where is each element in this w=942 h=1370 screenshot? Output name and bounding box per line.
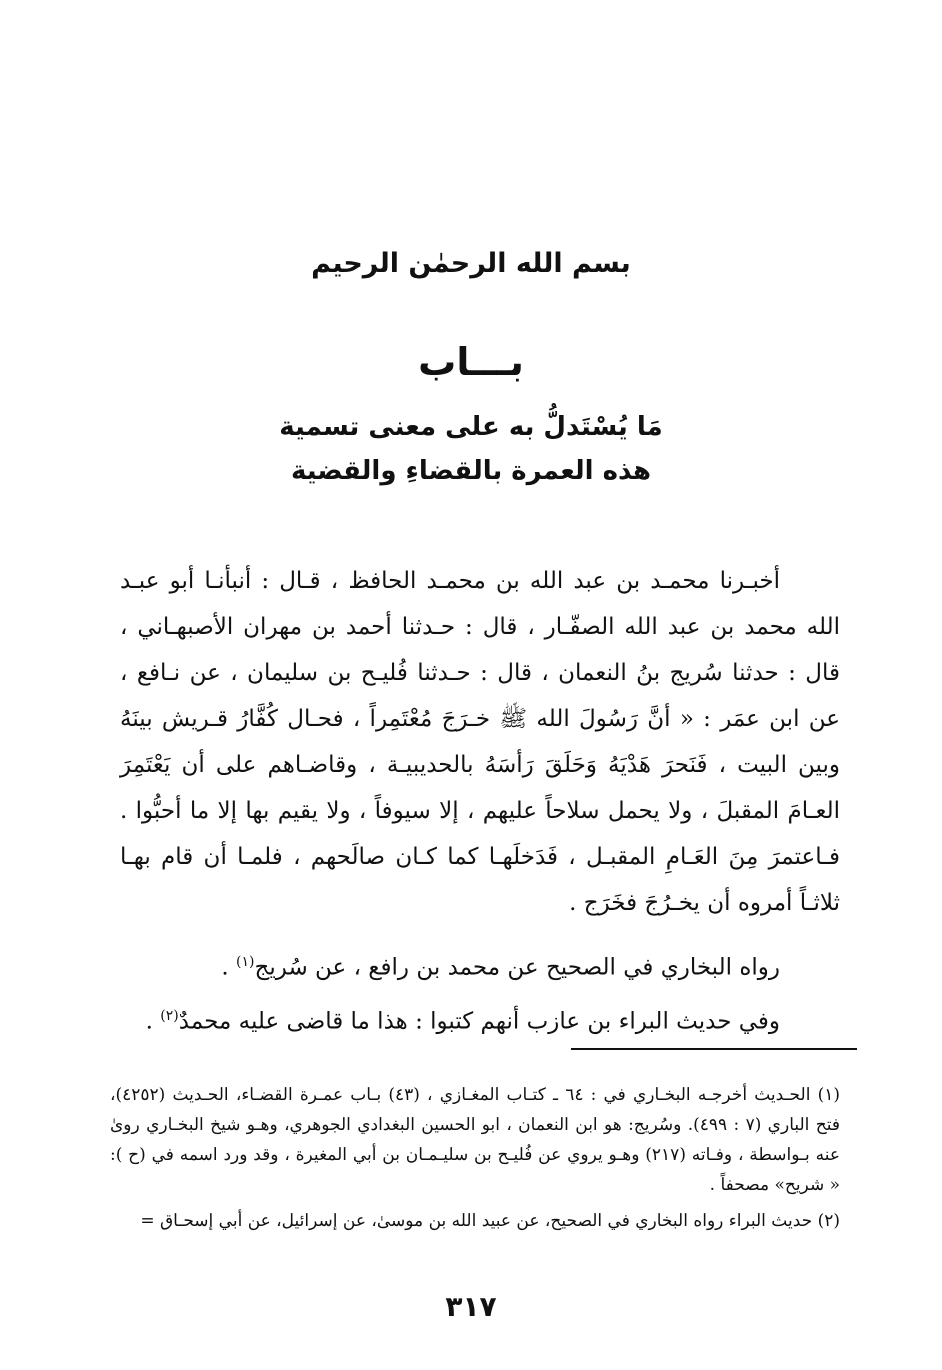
footnote-ref-1[interactable]: (١) [236, 954, 255, 970]
narration-line-1-text: رواه البخاري في الصحيح عن محمد بن رافع ، عن سُريج [254, 954, 780, 981]
narration-line-2 [120, 992, 840, 1046]
narration-line-2-text: وفي حديث البراء بن عازب أنهم كتبوا : هذا ما قاضى عليه محمدٌ [178, 1008, 780, 1035]
page-number: ٣١٧ [445, 1290, 497, 1323]
basmala-heading: بسم الله الرحمٰن الرحيم [311, 248, 631, 279]
chapter-subtitle [0, 405, 942, 493]
narration-line-1 [120, 938, 840, 992]
hadith-body [120, 558, 840, 926]
hadith-paragraph: أخبـرنا محمـد بن عبد الله بن محمـد الحافظ ، قـال : أنبأنـا أبو عبـد الله محمد بن عبد الله الصفّـار ، قال : حـدثنا أحمد بن مهران الأصبهـاني ، قال : حدثنا سُريج بنُ النعمان ، قال : حـدثنا فُليـح بن سليمان ، عن نـافع ، عن ابن عمَر : « أنَّ رَسُولَ الله ﷺ خـرَجَ مُعْتَمِراً ، فحـال كُفَّارُ قـريش بينَهُ وبين البيت ، فَنَحرَ هَدْيَهُ وَحَلَقَ رَأسَهُ بالحديبيـة ، وقاضـاهم على أن يَعْتَمِرَ العـامَ المقبلَ ، ولا يحمل سلاحاً عليهم ، إلا سيوفاً ، ولا يقيم بها إلا ما أحبُّوا . فـاعتمرَ مِنَ العَـامِ المقبـل ، فَدَخلَهـا كما كـان صالَحهم ، فلمـا أن قام بهـا ثلاثـاً أمروه أن يخـرُجَ فخَرَج . [120, 568, 840, 916]
narration-line-1-end: . [221, 954, 237, 981]
subtitle-line-1: مَا يُسْتَدلُّ به على معنى تسمية [279, 412, 663, 442]
footnotes [110, 1080, 840, 1242]
narration-section [120, 938, 840, 1045]
chapter-heading: بـــاب [418, 340, 524, 384]
footnote-2: (٢) حديث البراء رواه البخاري في الصحيح، عن عبيد الله بن موسىٰ، عن إسرائيل، عن أبي إسحـاق = [140, 1211, 840, 1231]
footnote-ref-2[interactable]: (٢) [160, 1007, 179, 1024]
footnote-1: (١) الحـديث أخرجـه البخـاري في : ٦٤ ـ كتـاب المغـازي ، (٤٣) بـاب عمـرة القضـاء، الحـديث (٤٢٥٢)، فتح الباري (٧ : ٤٩٩). وسُريج: هو ابن النعمان ، ابو الحسين البغدادي الجوهري، وهـو شيخ البخـاري روىٰ عنه بـواسطة ، وفـاته (٢١٧) وهـو يروي عن فُليـح بن سليـمـان بن أبي المغيرة ، وقد ورد اسمه في (ح ): « شريح» مصحفاً . [110, 1085, 840, 1195]
subtitle-line-2: هذه العمرة بالقضاءِ والقضية [290, 456, 652, 486]
footnote-divider [571, 1048, 857, 1050]
narration-line-2-end: . [145, 1008, 161, 1035]
